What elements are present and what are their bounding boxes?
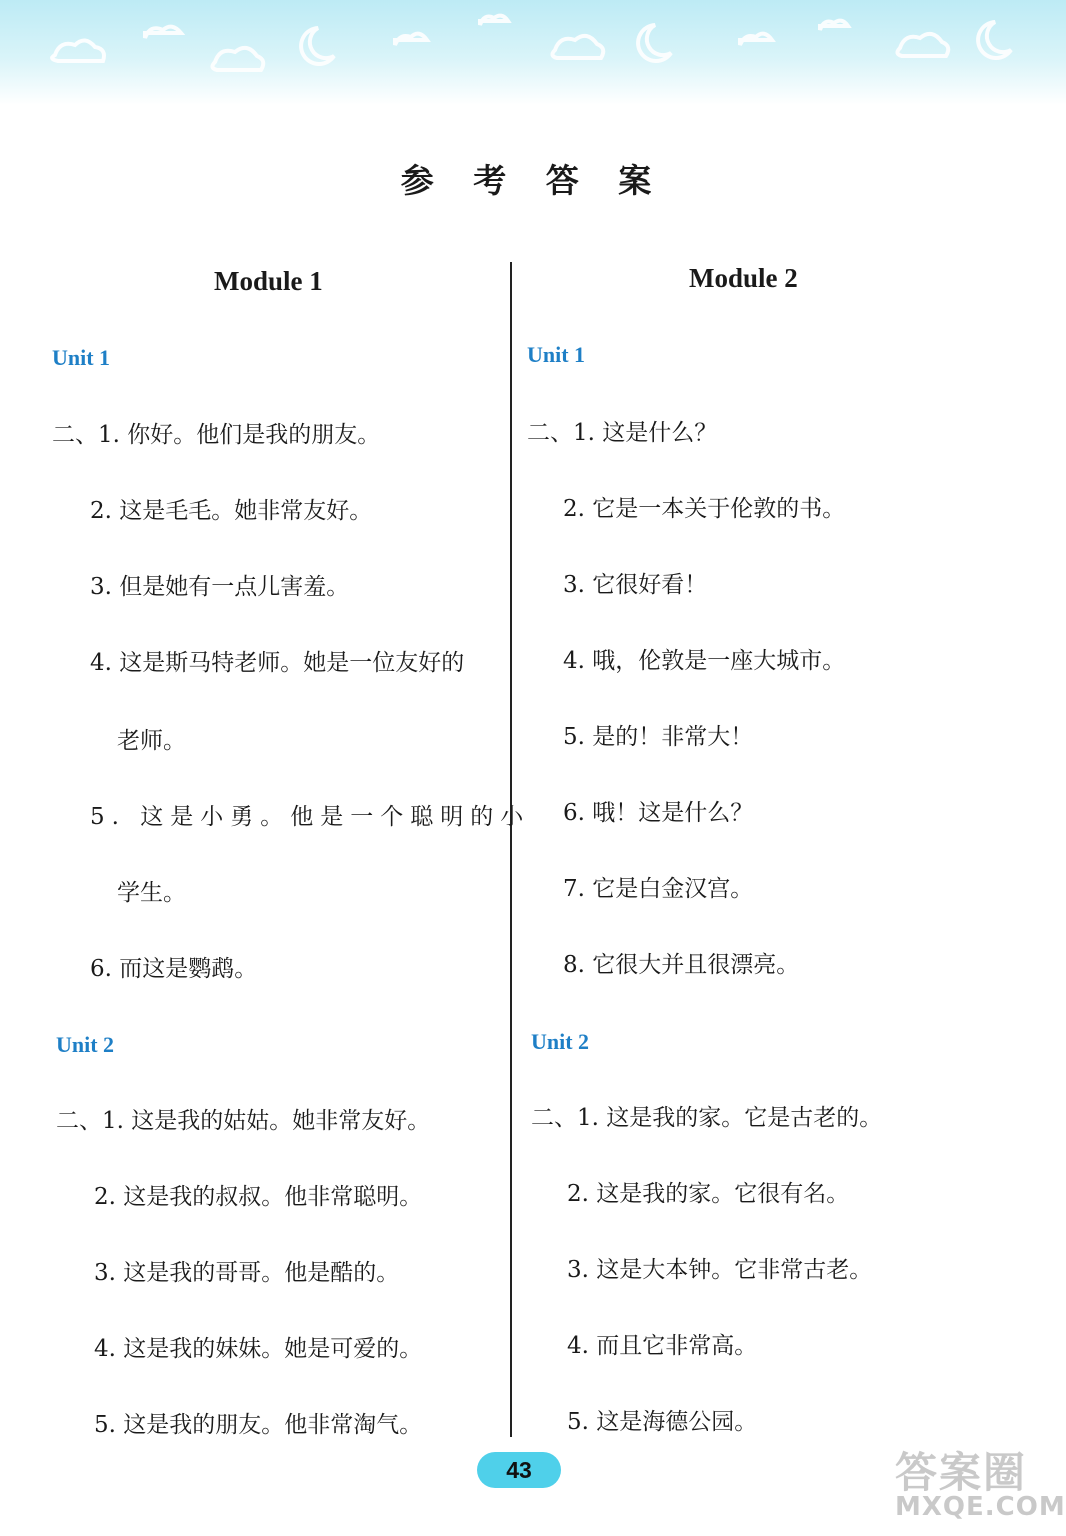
answer-line: 3. 这是大本钟。它非常古老。 bbox=[567, 1257, 873, 1283]
page-title: 参 考 答 案 bbox=[400, 161, 666, 200]
answer-line: 二、1. 这是我的姑姑。她非常友好。 bbox=[56, 1108, 431, 1134]
answer-line: 4. 这是斯马特老师。她是一位友好的 bbox=[90, 650, 465, 676]
unit-title: Unit 1 bbox=[52, 345, 111, 370]
site-watermark bbox=[885, 1440, 1066, 1530]
answer-line: 4. 而且它非常高。 bbox=[567, 1333, 758, 1359]
module-title: Module 1 bbox=[214, 266, 323, 296]
cloud-icon bbox=[395, 34, 427, 45]
answer-line: 2. 这是我的家。它很有名。 bbox=[567, 1181, 850, 1207]
answer-line: 二、1. 这是什么？ bbox=[527, 420, 718, 446]
header-banner bbox=[0, 0, 1066, 105]
cloud-icon bbox=[212, 48, 263, 70]
answer-line: 二、1. 这是我的家。它是古老的。 bbox=[531, 1105, 883, 1131]
answer-line: 二、1. 你好。他们是我的朋友。 bbox=[52, 422, 381, 448]
weather-icons-decoration bbox=[0, 0, 1066, 105]
cloud-icon bbox=[145, 27, 181, 38]
answer-line: 5. 这是海德公园。 bbox=[567, 1409, 758, 1435]
page-number: 43 bbox=[477, 1452, 561, 1488]
answer-line: 学生。 bbox=[117, 880, 186, 906]
answer-line: 2. 这是我的叔叔。他非常聪明。 bbox=[94, 1184, 423, 1210]
answer-line: 8. 它很大并且很漂亮。 bbox=[563, 952, 800, 978]
cloud-icon bbox=[820, 21, 848, 30]
answer-line: 2. 这是毛毛。她非常友好。 bbox=[90, 498, 373, 524]
cloud-icon bbox=[740, 34, 772, 45]
answer-line: 2. 它是一本关于伦敦的书。 bbox=[563, 496, 846, 522]
answer-line: 3. 但是她有一点儿害羞。 bbox=[90, 574, 350, 600]
moon-icon bbox=[638, 25, 671, 61]
cloud-icon bbox=[52, 40, 104, 61]
answer-line: 5. 这是我的朋友。他非常淘气。 bbox=[94, 1412, 423, 1438]
answer-line: 7. 它是白金汉宫。 bbox=[563, 876, 754, 902]
answer-line: 5. 是的！非常大！ bbox=[563, 724, 754, 750]
answer-line: 6. 而这是鹦鹉。 bbox=[90, 956, 258, 982]
unit-title: Unit 1 bbox=[527, 342, 586, 367]
answer-line: 4. 哦，伦敦是一座大城市。 bbox=[563, 648, 846, 674]
watermark-url: MXQE.COM bbox=[895, 1492, 1066, 1522]
answer-line: 3. 这是我的哥哥。他是酷的。 bbox=[94, 1260, 400, 1286]
watermark-logo-text: 答案圈 bbox=[895, 1448, 1028, 1497]
cloud-icon bbox=[552, 36, 603, 58]
answer-line: 4. 这是我的妹妹。她是可爱的。 bbox=[94, 1336, 423, 1362]
cloud-icon bbox=[480, 16, 508, 25]
moon-icon bbox=[978, 22, 1011, 58]
answer-line: 5. 这是小勇。他是一个聪明的小 bbox=[90, 804, 531, 830]
answer-line: 老师。 bbox=[117, 728, 186, 754]
answer-line: 6. 哦！这是什么？ bbox=[563, 800, 754, 826]
module-title: Module 2 bbox=[689, 263, 798, 293]
cloud-icon bbox=[897, 34, 948, 56]
moon-icon bbox=[301, 28, 334, 64]
column-divider bbox=[510, 262, 512, 1437]
unit-title: Unit 2 bbox=[531, 1029, 590, 1054]
answer-line: 3. 它很好看！ bbox=[563, 572, 708, 598]
unit-title: Unit 2 bbox=[56, 1032, 115, 1057]
